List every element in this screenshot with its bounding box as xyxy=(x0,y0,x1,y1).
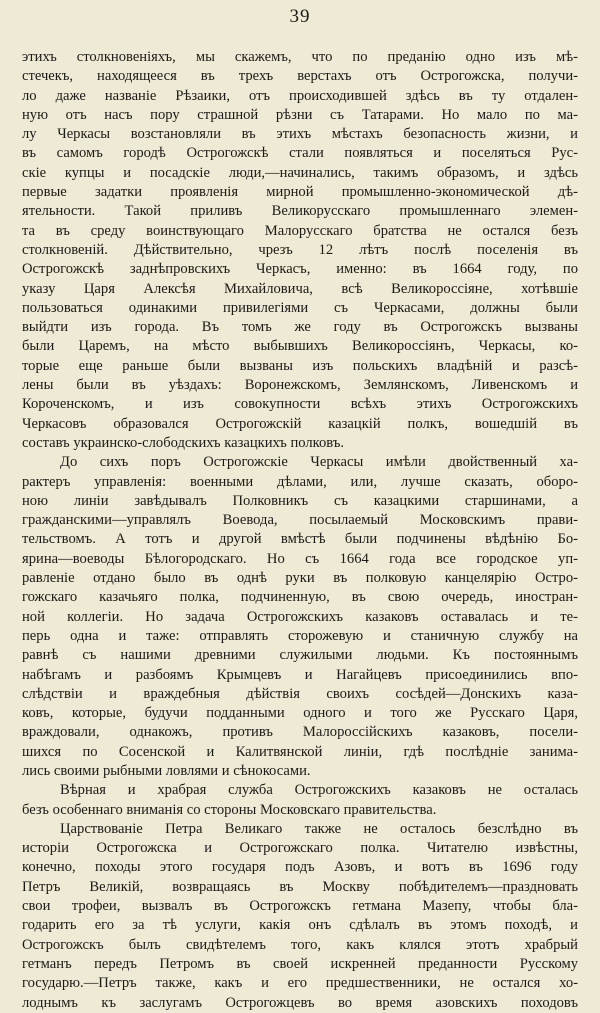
text-line: ной коллегiи. Но задача Острогожскихъ казаковъ оставалась и те- xyxy=(22,608,578,625)
text-line: Острогожскѣ заднѣпровскихъ Черкасъ, именно: въ 1664 году, по xyxy=(22,261,578,278)
text-line: Вѣрная и храбрая служба Острогожскихъ казаковъ не осталась xyxy=(60,782,578,799)
text-line: ло даже названiе Рѣзаики, отъ происходившей здѣсь въ ту отдален- xyxy=(22,87,578,104)
text-line: Острогожскъ былъ свидѣтелемъ того, какъ клялся этотъ храбрый xyxy=(22,936,578,953)
text-line: ною линiи завѣдывалъ Полковникъ съ казацкими старшинами, а xyxy=(22,492,578,509)
text-line: ную отъ насъ пору страшной рѣзни съ Татарами. Но мало по ма- xyxy=(22,106,578,123)
text-line: лены были въ уѣздахъ: Воронежскомъ, Землянскомъ, Ливенскомъ и xyxy=(22,377,578,394)
text-line: пользоваться одинакими привилегiями съ Черкасами, должны были xyxy=(22,299,578,316)
paragraph xyxy=(22,453,578,781)
text-line: торые еще раньше были вызваны изъ польскихъ владѣнiй и разсѣ- xyxy=(22,357,578,374)
text-line: свои трофеи, вызвалъ въ Острогожскъ гетмана Мазепу, чтобы бла- xyxy=(22,898,578,915)
text-line: шихся по Сосенской и Калитвянской линiи, гдѣ послѣднiе занима- xyxy=(22,743,578,760)
text-line: стечекъ, находящееся въ трехъ верстахъ отъ Острогожска, получи- xyxy=(22,68,578,85)
text-line: лоднымъ къ заслугамъ Острогожцевъ во время азовскихъ походовъ xyxy=(22,994,578,1011)
text-line: равнѣ съ нашими древними служилыми людьми. Къ постояннымъ xyxy=(22,647,578,664)
text-line: исторiи Острогожска и Острогожскаго полка. Читателю извѣстны, xyxy=(22,840,578,857)
text-line: перь одна и таже: отправлять сторожевую и станичную службу на xyxy=(22,627,578,644)
text-line: указу Царя Алексѣя Михайловича, всѣ Великороссiяне, хотѣвшiе xyxy=(22,280,578,297)
text-line: лись своими рыбными ловлями и сѣнокосами. xyxy=(22,762,311,779)
text-line: гожскаго казачьяго полка, подчиненную, въ свою очередь, иностран- xyxy=(22,589,578,606)
text-line: рактеръ управленiя: военными дѣлами, или, лучше сказать, оборо- xyxy=(22,473,578,490)
text-line: слѣдствiи и враждебныя дѣйствiя своихъ сосѣдей—Донскихъ каза- xyxy=(22,685,578,702)
text-line: скiе купцы и посадскiе люди,—начинались, такимъ образомъ, и здѣсь xyxy=(22,164,578,181)
text-line: ятельности. Такой приливъ Великорусскаго промышленнаго элемен- xyxy=(22,203,578,220)
text-line: конечно, походы этого государя подъ Азовъ, и вотъ въ 1696 году xyxy=(22,859,578,876)
text-line: ковъ, которые, будучи подданными одного и того же Русскаго Царя, xyxy=(22,705,578,722)
text-line: Царствованiе Петра Великаго также не осталось безслѣдно въ xyxy=(60,820,578,837)
text-line: Петръ Великiй, возвращаясь въ Москву побѣдителемъ—праздновать xyxy=(22,878,578,895)
paragraph xyxy=(22,48,578,453)
text-line: безъ особеннаго вниманiя со стороны Московскаго правительства. xyxy=(22,801,437,818)
text-line: равленiе отдано было въ однѣ руки въ полковую канцелярiю Остро- xyxy=(22,570,578,587)
text-line: тельствомъ. А тотъ и другой вмѣстѣ были подчинены вѣдѣнiю Бо- xyxy=(22,531,578,548)
text-line: гетманъ передъ Петромъ въ своей искренней преданности Русскому xyxy=(22,955,578,972)
text-line: были Царемъ, на мѣсто выбывшихъ Великороссiянъ, Черкасы, ко- xyxy=(22,338,578,355)
text-line: ярина—воеводы Бѣлогородскаго. Но съ 1664 года все городское уп- xyxy=(22,550,578,567)
text-line: составъ украинско-слободскихъ казацкихъ полковъ. xyxy=(22,434,345,451)
body-text xyxy=(22,48,578,1013)
text-line: первые задатки проявленiя мирной промышленно-экономической дѣ- xyxy=(22,184,578,201)
text-line: столкновенiй. Дѣйствительно, чрезъ 12 лѣтъ послѣ поселенiя въ xyxy=(22,241,578,258)
text-line: та въ среду воинствующаго Малорусскаго братства не остался безъ xyxy=(22,222,578,239)
text-line: государю.—Петръ также, какъ и его предшественники, не остался хо- xyxy=(22,975,578,992)
page-number: 39 xyxy=(289,6,311,27)
paragraph xyxy=(22,820,578,1013)
text-line: лу Черкасы возстановляли въ этихъ мѣстахъ безопасность жизни, и xyxy=(22,126,578,143)
text-line: До сихъ поръ Острогожскiе Черкасы имѣли двойственный ха- xyxy=(60,454,578,471)
text-line: въ самомъ городѣ Острогожскѣ стали появляться и поселяться Рус- xyxy=(22,145,578,162)
text-line: враждовали, однакожъ, противъ Малороссiйскихъ казаковъ, посели- xyxy=(22,724,578,741)
text-line: годарить его за тѣ услуги, какiя онъ сдѣлалъ въ этомъ походѣ, и xyxy=(22,917,578,934)
text-line: набѣгамъ и разбоямъ Крымцевъ и Нагайцевъ присоединились впо- xyxy=(22,666,578,683)
text-line: гражданскими—управлялъ Воевода, посылаемый Московскимъ прави- xyxy=(22,512,578,529)
text-line: Короченскомъ, и изъ совокупности всѣхъ этихъ Острогожскихъ xyxy=(22,396,578,413)
paragraph xyxy=(22,781,578,820)
text-line: выйдти изъ города. Въ томъ же году въ Острогожскъ вызваны xyxy=(22,319,578,336)
text-line: этихъ столкновенiяхъ, мы скажемъ, что по преданiю одно изъ мѣ- xyxy=(22,49,578,65)
text-line: Черкасовъ образовался Острогожскiй казацкiй полкъ, вошедшiй въ xyxy=(22,415,578,432)
